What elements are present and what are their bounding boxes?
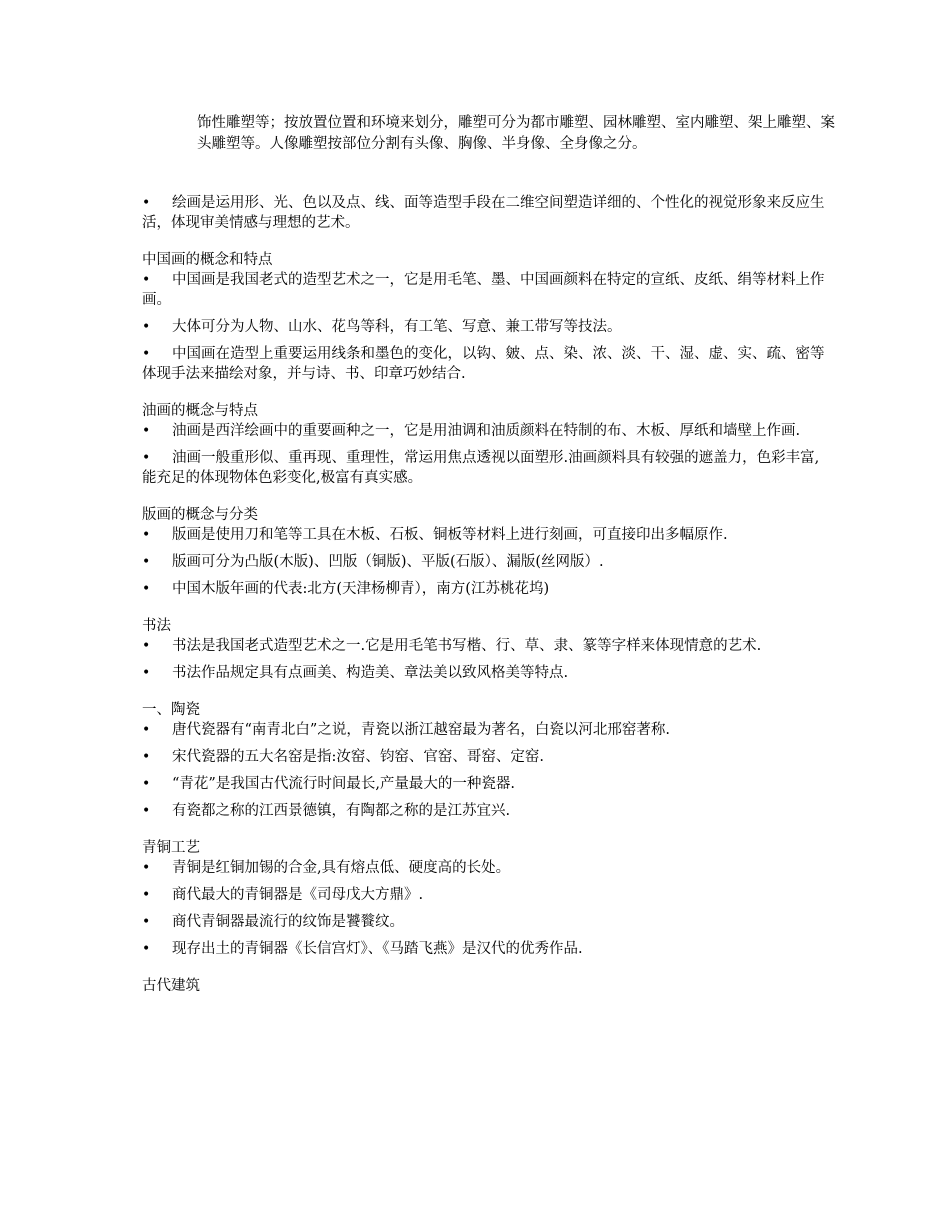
section-heading-ceramics: 一、陶瓷 (142, 702, 200, 718)
bullet-icon: • (142, 914, 151, 930)
section-heading-ancient-architecture: 古代建筑 (142, 978, 200, 994)
list-item: • 宋代瓷器的五大名窑是指:汝窑、钧窑、官窑、哥窑、定窑. (142, 749, 544, 765)
bullet-icon: • (142, 722, 151, 738)
bullet-icon: • (142, 638, 151, 654)
list-item: • “青花”是我国古代流行时间最长,产量最大的一种瓷器. (142, 776, 516, 792)
bullet-icon: • (142, 554, 151, 570)
bullet-icon: • (142, 195, 151, 211)
list-item: • 青铜是红铜加锡的合金,具有熔点低、硬度高的长处。 (142, 860, 511, 876)
intro-paragraph: 饰性雕塑等；按放置位置和环境来划分，雕塑可分为都市雕塑、园林雕塑、室内雕塑、架上雕塑、案头雕塑等。人像雕塑按部位分割有头像、胸像、半身像、全身像之分。 (197, 115, 835, 152)
bullet-icon: • (142, 346, 151, 362)
list-item: • 现存出土的青铜器《长信宫灯》、《马踏飞燕》是汉代的优秀作品. (142, 941, 583, 957)
painting-definition: • 绘画是运用形、光、色以及点、线、面等造型手段在二维空间塑造详细的、个性化的视觉形象来反应生活，体现审美情感与理想的艺术。 (142, 195, 825, 231)
document-body (142, 193, 832, 996)
list-item: • 油画一般重形似、重再现、重理性，常运用焦点透视以面塑形.油画颜料具有较强的遮盖力，色彩丰富,能充足的体现物体色彩变化,极富有真实感。 (142, 450, 820, 486)
list-item: • 有瓷都之称的江西景德镇，有陶都之称的是江苏宜兴. (142, 803, 511, 819)
list-item: • 版画可分为凸版(木版)、凹版（铜版)、平版(石版）、漏版(丝网版）. (142, 554, 604, 570)
list-item: • 唐代瓷器有“南青北白”之说，青瓷以浙江越窑最为著名，白瓷以河北邢窑著称. (142, 722, 670, 738)
list-item: • 书法作品规定具有点画美、构造美、章法美以致风格美等特点. (142, 665, 569, 681)
list-item: • 中国画在造型上重要运用线条和墨色的变化，以钩、皴、点、染、浓、淡、干、湿、虚、实、疏、密等体现手法来描绘对象，并与诗、书、印章巧妙结合. (142, 346, 825, 382)
list-item: • 油画是西洋绘画中的重要画种之一，它是用油调和油质颜料在特制的布、木板、厚纸和墙壁上作画. (142, 423, 801, 439)
bullet-icon: • (142, 860, 151, 876)
bullet-icon: • (142, 527, 151, 543)
list-item: • 大体可分为人物、山水、花鸟等科，有工笔、写意、兼工带写等技法。 (142, 319, 622, 335)
list-item: • 书法是我国老式造型艺术之一.它是用毛笔书写楷、行、草、隶、篆等字样来体现情意的艺术. (142, 638, 762, 654)
bullet-icon: • (142, 450, 151, 466)
list-item: • 商代青铜器最流行的纹饰是饕餮纹。 (142, 914, 404, 930)
bullet-icon: • (142, 423, 151, 439)
bullet-icon: • (142, 749, 151, 765)
list-item: • 商代最大的青铜器是《司母戊大方鼎》. (142, 887, 424, 903)
section-heading-bronze: 青铜工艺 (142, 840, 200, 856)
bullet-icon: • (142, 887, 151, 903)
bullet-icon: • (142, 319, 151, 335)
section-heading-calligraphy: 书法 (142, 618, 171, 634)
bullet-icon: • (142, 776, 151, 792)
bullet-icon: • (142, 665, 151, 681)
list-item: • 中国木版年画的代表:北方(天津杨柳青），南方(江苏桃花坞) (142, 581, 550, 597)
section-heading-oil-painting: 油画的概念与特点 (142, 403, 258, 419)
bullet-icon: • (142, 581, 151, 597)
section-heading-printmaking: 版画的概念与分类 (142, 507, 258, 523)
list-item: • 中国画是我国老式的造型艺术之一，它是用毛笔、墨、中国画颜料在特定的宣纸、皮纸、绢等材料上作画。 (142, 272, 825, 308)
list-item: • 版画是使用刀和笔等工具在木板、石板、铜板等材料上进行刻画，可直接印出多幅原作. (142, 527, 728, 543)
bullet-icon: • (142, 941, 151, 957)
bullet-icon: • (142, 803, 151, 819)
bullet-icon: • (142, 272, 151, 288)
section-heading-chinese-painting: 中国画的概念和特点 (142, 252, 273, 268)
